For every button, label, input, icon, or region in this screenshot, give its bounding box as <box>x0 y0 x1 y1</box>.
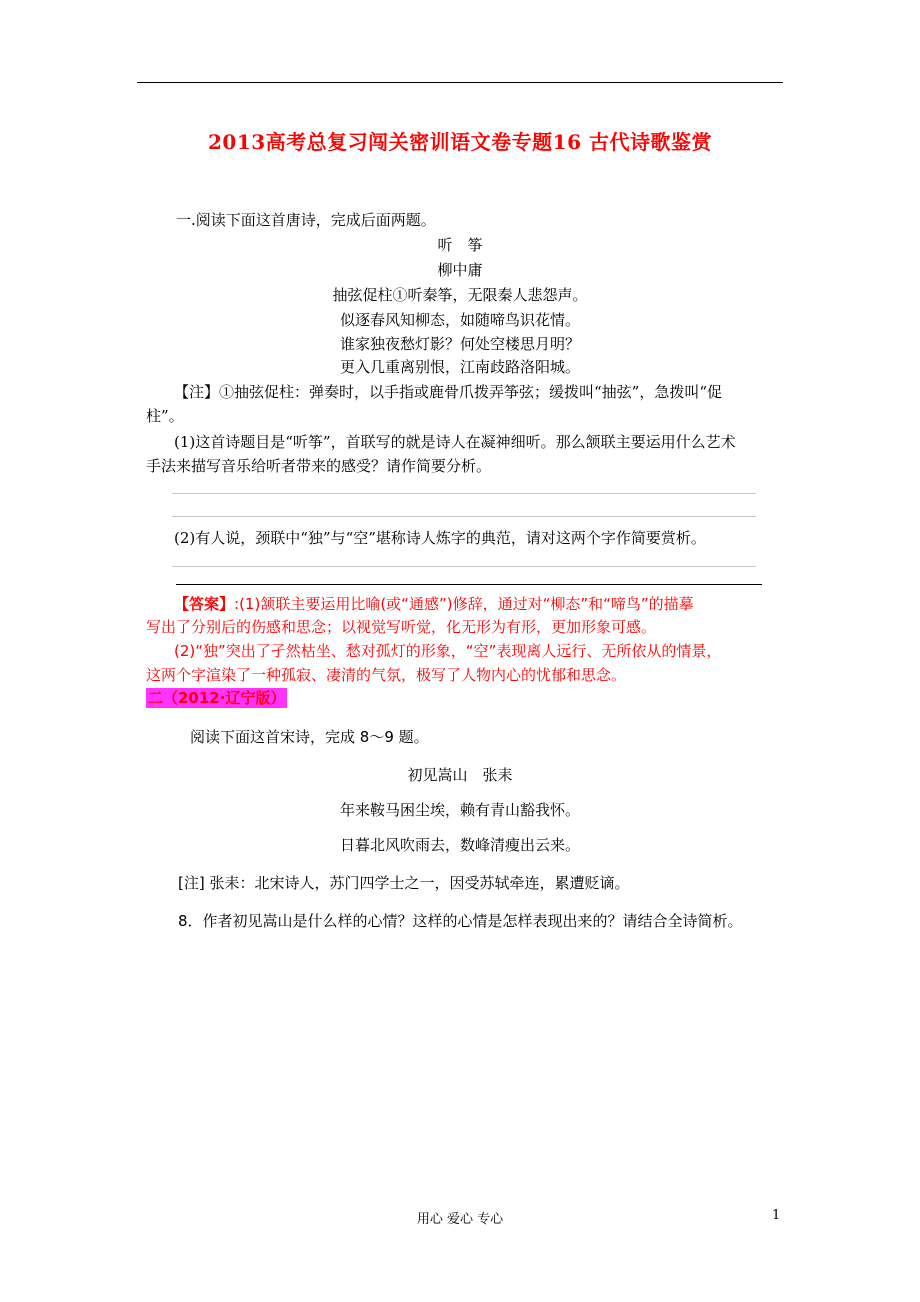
poem2-title: 初见嵩山 张耒 <box>407 766 513 784</box>
question-1-cont: 手法来描写音乐给听者带来的感受？请作简要分析。 <box>146 457 492 475</box>
poem-line: 谁家独夜愁灯影？何处空楼思月明？ <box>339 335 580 353</box>
page-number: 1 <box>772 1208 781 1223</box>
answer-line-3: (2)“独”突出了孑然枯坐、愁对孤灯的形象，“空”表现离人远行、无所依从的情景， <box>174 642 722 660</box>
header-rule <box>137 82 783 83</box>
answer-divider <box>176 584 762 585</box>
question-8: 8．作者初见嵩山是什么样的心情？这样的心情是怎样表现出来的？请结合全诗简析。 <box>178 912 743 930</box>
poem-note: 【注】①抽弦促柱：弹奏时，以手指或鹿骨爪拨弄筝弦；缓拨叫“抽弦”，急拨叫“促 <box>174 383 723 401</box>
section1-intro: 一.阅读下面这首唐诗，完成后面两题。 <box>176 211 436 229</box>
answer-line-1 <box>174 593 694 615</box>
poem-line: 抽弦促柱①听秦筝，无限秦人悲怨声。 <box>332 286 588 304</box>
question-1: (1)这首诗题目是“听筝”，首联写的就是诗人在凝神细听。那么颔联主要运用什么艺术 <box>174 433 736 451</box>
poem2-line: 日暮北风吹雨去，数峰清瘦出云来。 <box>339 836 580 854</box>
footer-slogan: 用心 爱心 专心 <box>416 1212 504 1227</box>
poem-note-cont: 柱”。 <box>146 407 184 425</box>
section2-intro: 阅读下面这首宋诗，完成 8～9 题。 <box>190 728 429 746</box>
section2-heading <box>146 687 287 709</box>
section2-heading-highlight: 二（2012·辽宁版） <box>148 689 286 707</box>
poem-line: 似逐春风知柳态，如随啼鸟识花情。 <box>339 311 580 329</box>
answer-line-2: 写出了分别后的伤感和思念；以视觉写听觉，化无形为有形，更加形象可感。 <box>146 618 657 636</box>
poem-author: 柳中庸 <box>437 261 483 279</box>
answer-label: 【答案】 <box>174 595 235 613</box>
answer-text: :(1)颔联主要运用比喻(或“通感”)修辞，通过对“柳态”和“啼鸟”的描摹 <box>234 595 694 613</box>
poem2-line: 年来鞍马困尘埃，赖有青山豁我怀。 <box>339 801 580 819</box>
answer-blank-line <box>172 493 756 494</box>
poem2-note: [注] 张耒：北宋诗人，苏门四学士之一，因受苏轼牵连，累遭贬谪。 <box>178 874 630 892</box>
poem-title: 听 筝 <box>437 236 483 254</box>
document-title: 2013高考总复习闯关密训语文卷专题16 古代诗歌鉴赏 <box>208 130 712 154</box>
question-2: (2)有人说，颈联中“独”与“空”堪称诗人炼字的典范，请对这两个字作简要赏析。 <box>174 529 706 547</box>
answer-line-4: 这两个字渲染了一种孤寂、凄清的气氛，极写了人物内心的忧郁和思念。 <box>146 666 627 684</box>
answer-blank-line <box>172 516 756 517</box>
poem-line: 更入几重离别恨，江南歧路洛阳城。 <box>339 358 580 376</box>
answer-blank-line <box>172 566 756 567</box>
